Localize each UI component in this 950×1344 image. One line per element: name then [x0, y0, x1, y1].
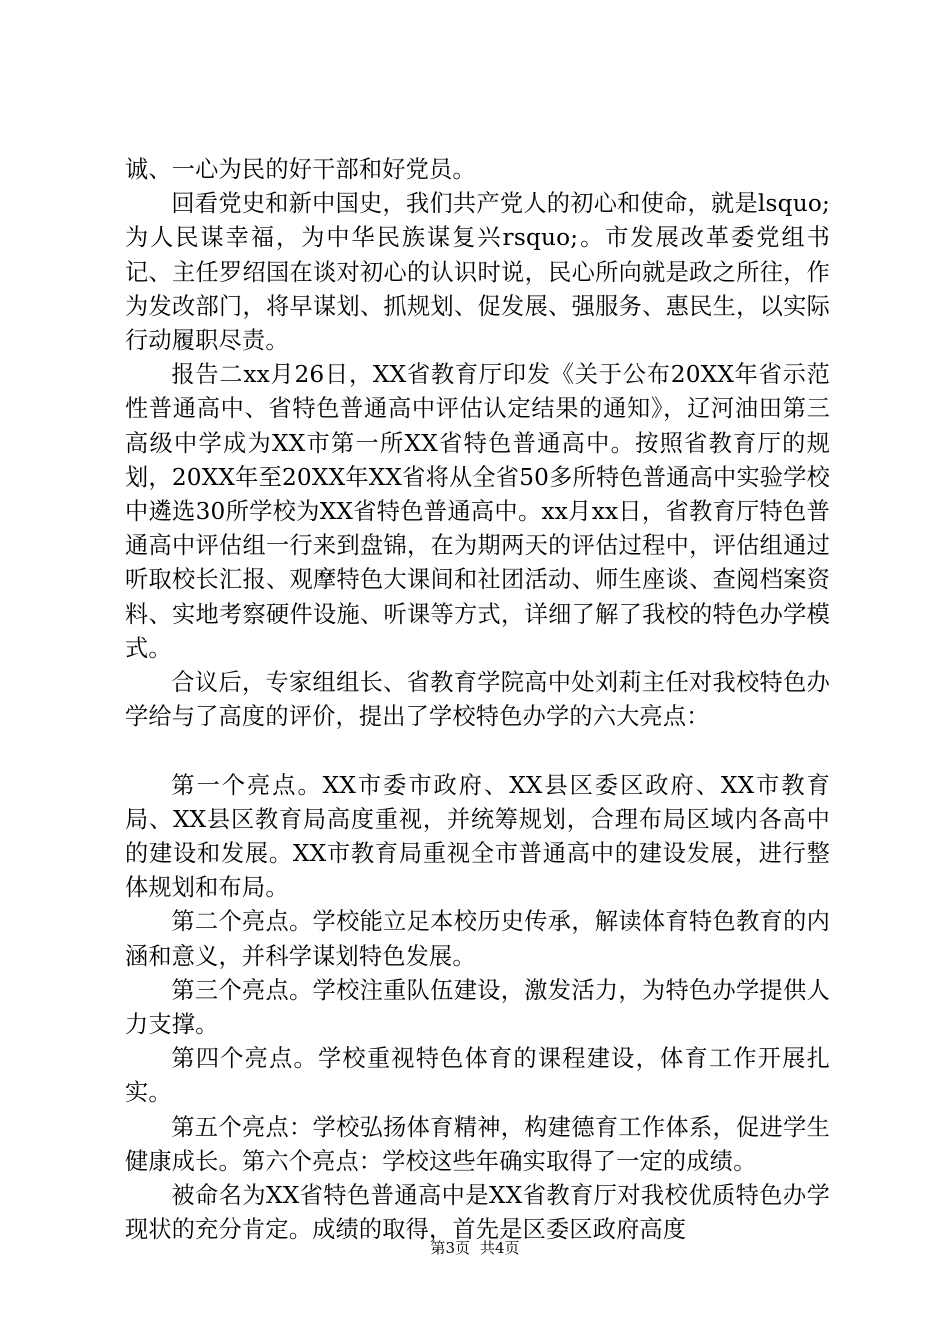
- paragraph-highlight-3: 第三个亮点。学校注重队伍建设，激发活力，为特色办学提供人力支撑。: [125, 976, 830, 1039]
- paragraph-highlight-1: 第一个亮点。XX市委市政府、XX县区委区政府、XX市教育局、XX县区教育局高度重视，并统筹规划，合理布局区域内各高中的建设和发展。XX市教育局重视全市普通高中的建设发展，进行整体规划和布局。: [125, 771, 830, 902]
- page-footer: [0, 1238, 950, 1258]
- paragraph-highlight-2: 第二个亮点。学校能立足本校历史传承，解读体育特色教育的内涵和意义，并科学谋划特色发展。: [125, 908, 830, 970]
- paragraph-highlight-4: 第四个亮点。学校重视特色体育的课程建设，体育工作开展扎实。: [125, 1045, 830, 1107]
- paragraph-expert-review: 合议后，专家组组长、省教育学院高中处刘莉主任对我校特色办学给与了高度的评价，提出了学校特色办学的六大亮点：: [125, 669, 830, 731]
- document-body: [125, 153, 830, 1247]
- paragraph-party-history: 回看党史和新中国史，我们共产党人的初心和使命，就是lsquo;为人民谋幸福，为中华民族谋复兴rsquo;。市发展改革委党组书记、主任罗绍国在谈对初心的认识时说，民心所向就是政之所往，作为发改部门，将早谋划、抓规划、促发展、强服务、惠民生，以实际行动履职尽责。: [125, 190, 830, 355]
- page-total: 共4页: [480, 1239, 520, 1257]
- paragraph-continuation: 诚、一心为民的好干部和好党员。: [125, 156, 476, 183]
- paragraph-naming: 被命名为XX省特色普通高中是XX省教育厅对我校优质特色办学现状的充分肯定。成绩的取得，首先是区委区政府高度: [125, 1182, 830, 1244]
- paragraph-report-two: 报告二xx月26日，XX省教育厅印发《关于公布20XX年省示范性普通高中、省特色普通高中评估认定结果的通知》，辽河油田第三高级中学成为XX市第一所XX省特色普通高中。按照省教育厅的规划，20XX年至20XX年XX省将从全省50多所特色普通高中实验学校中遴选30所学校为XX省特色普通高中。xx月xx日，省教育厅特色普通高中评估组一行来到盘锦，在为期两天的评估过程中，评估组通过听取校长汇报、观摩特色大课间和社团活动、师生座谈、查阅档案资料、实地考察硬件设施、听课等方式，详细了解了我校的特色办学模式。: [125, 361, 830, 662]
- paragraph-highlight-5-6: 第五个亮点：学校弘扬体育精神，构建德育工作体系，促进学生健康成长。第六个亮点：学校这些年确实取得了一定的成绩。: [125, 1113, 830, 1175]
- page-number: 第3页: [430, 1239, 470, 1257]
- blank-line: [125, 734, 830, 768]
